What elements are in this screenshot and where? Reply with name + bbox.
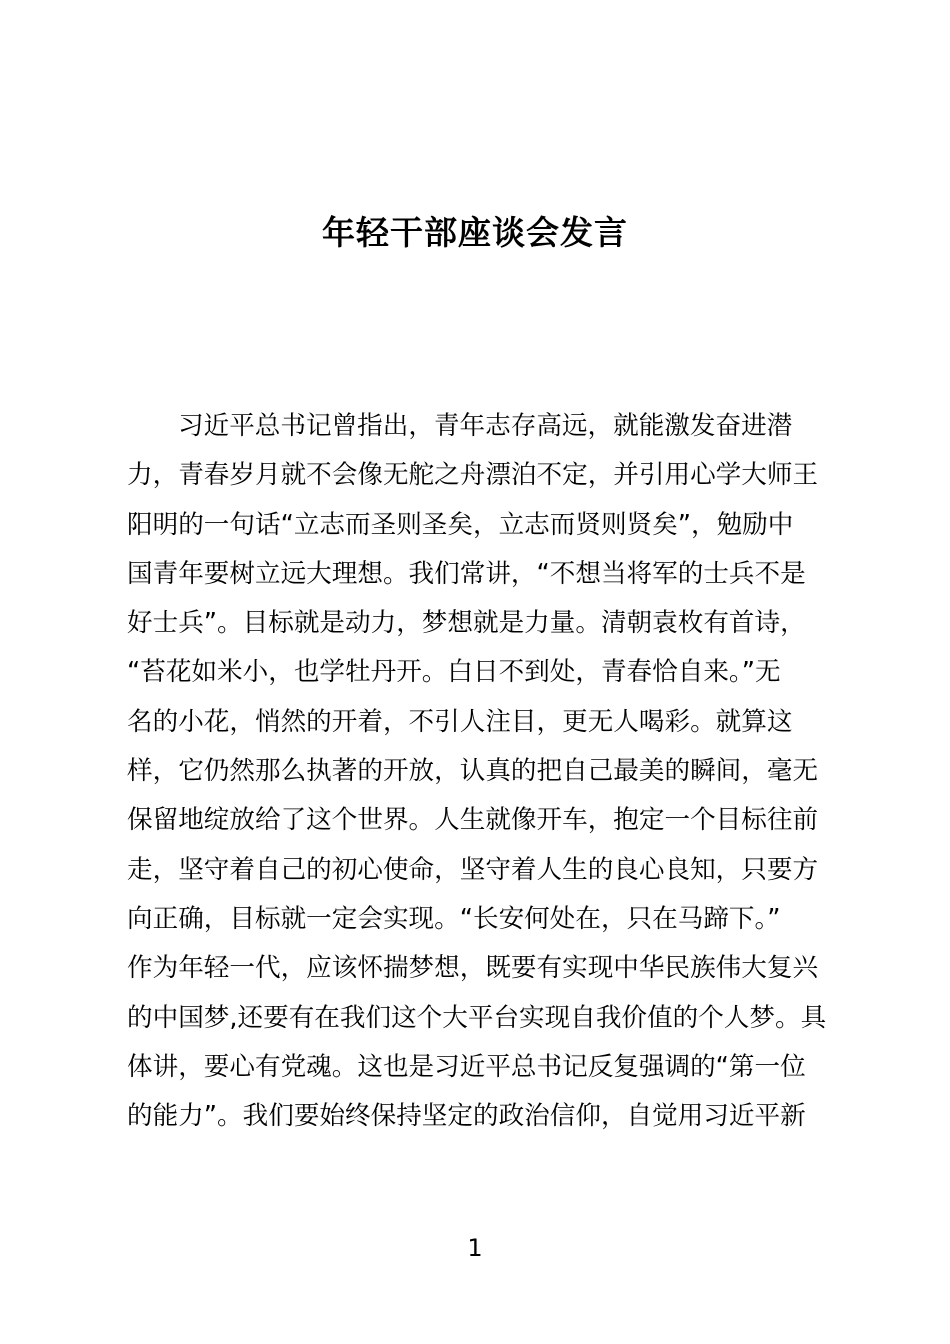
text-line: 体讲，要心有党魂。这也是习近平总书记反复强调的“第一位 bbox=[127, 1051, 806, 1082]
text-line: 习近平总书记曾指出，青年志存高远，就能激发奋进潜 bbox=[178, 411, 793, 441]
text-line: 走，坚守着自己的初心使命，坚守着人生的良心良知，只要方 bbox=[127, 854, 819, 885]
page-number: 1 bbox=[467, 1234, 483, 1262]
text-line: 作为年轻一代，应该怀揣梦想，既要有实现中华民族伟大复兴 bbox=[127, 953, 819, 984]
document-title: 年轻干部座谈会发言 bbox=[322, 213, 628, 252]
text-line: 力，青春岁月就不会像无舵之舟漂泊不定，并引用心学大师王 bbox=[127, 460, 819, 491]
text-line: 好士兵”。目标就是动力，梦想就是力量。清朝袁枚有首诗， bbox=[127, 608, 806, 639]
text-line: “苔花如米小，也学牡丹开。白日不到处，青春恰自来。”无 bbox=[127, 657, 781, 688]
text-line: 样，它仍然那么执著的开放，认真的把自己最美的瞬间，毫无 bbox=[127, 756, 819, 787]
text-line: 阳明的一句话“立志而圣则圣矣，立志而贤则贤矣”，勉励中 bbox=[127, 509, 794, 540]
text-line: 向正确，目标就一定会实现。“长安何处在，只在马蹄下。” bbox=[127, 903, 781, 934]
body-paragraph bbox=[127, 402, 847, 1141]
text-line: 的能力”。我们要始终保持坚定的政治信仰，自觉用习近平新 bbox=[127, 1101, 806, 1132]
text-line: 国青年要树立远大理想。我们常讲，“不想当将军的士兵不是 bbox=[127, 558, 806, 589]
text-line: 的中国梦,还要有在我们这个大平台实现自我价值的个人梦。具 bbox=[127, 1002, 827, 1033]
text-line: 保留地绽放给了这个世界。人生就像开车，抱定一个目标往前 bbox=[127, 805, 819, 836]
text-line: 名的小花，悄然的开着，不引人注目，更无人喝彩。就算这 bbox=[127, 706, 793, 737]
